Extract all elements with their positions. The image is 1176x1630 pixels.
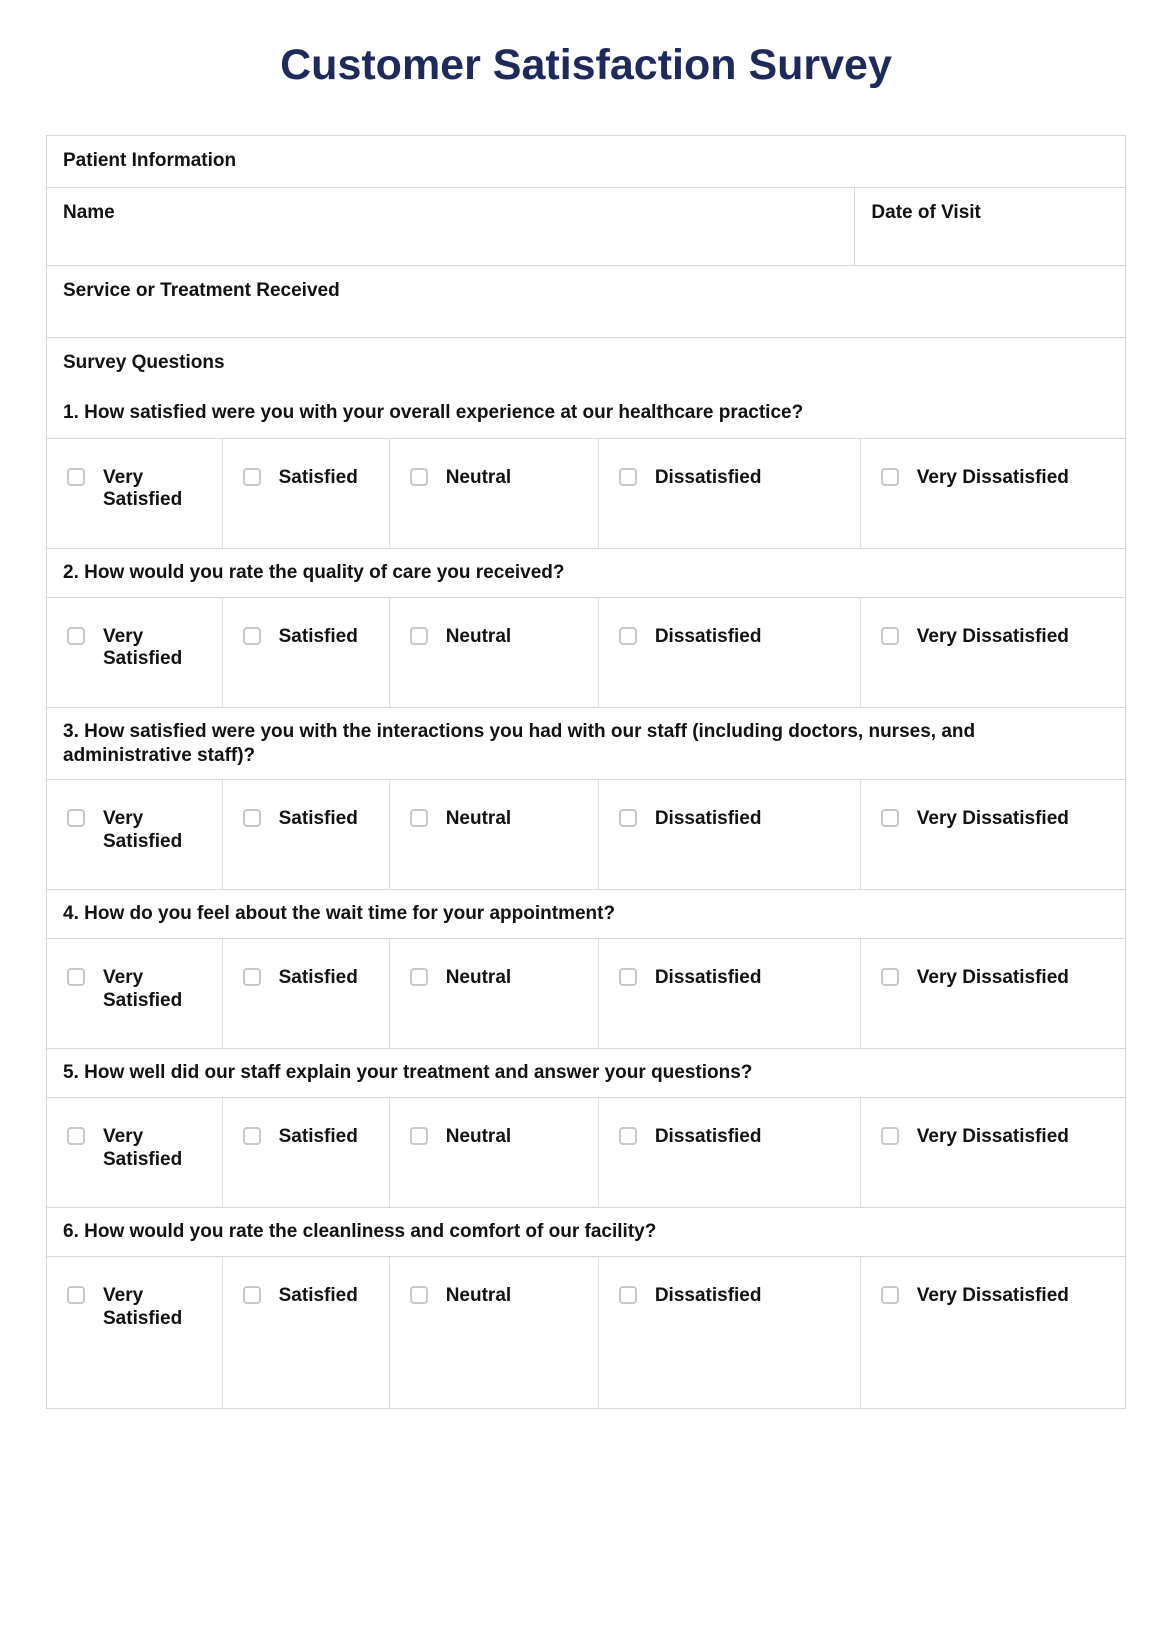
question-text-row	[47, 389, 1125, 438]
option-cell	[389, 598, 598, 707]
option-checkbox[interactable]	[243, 627, 261, 645]
option-label: Dissatisfied	[654, 1126, 762, 1148]
question-options-row	[47, 1097, 1125, 1207]
name-label: Name	[63, 201, 115, 223]
question-text: 2. How would you rate the quality of care you received?	[63, 561, 565, 583]
option-cell	[860, 780, 1125, 889]
question-options-row	[47, 597, 1125, 707]
option-cell	[598, 439, 860, 548]
option-checkbox[interactable]	[619, 1286, 637, 1304]
option-cell	[860, 1098, 1125, 1207]
option-checkbox[interactable]	[243, 1127, 261, 1145]
question-text: 6. How would you rate the cleanliness and comfort of our facility?	[63, 1221, 657, 1243]
option-label: Very Satisfied	[103, 1126, 183, 1170]
option-checkbox[interactable]	[881, 1286, 899, 1304]
option-cell	[860, 598, 1125, 707]
option-cell	[222, 598, 389, 707]
service-field-cell	[47, 266, 1125, 337]
question-options-row	[47, 438, 1125, 548]
option-cell	[47, 939, 222, 1048]
option-label: Neutral	[445, 466, 512, 488]
question-text-row	[47, 548, 1125, 597]
option-cell	[598, 598, 860, 707]
option-label: Dissatisfied	[654, 1285, 762, 1307]
option-cell	[598, 1098, 860, 1207]
option-checkbox[interactable]	[410, 627, 428, 645]
option-label: Satisfied	[278, 625, 358, 647]
survey-questions-section-label: Survey Questions	[63, 351, 225, 373]
option-label: Neutral	[445, 625, 512, 647]
option-checkbox[interactable]	[881, 468, 899, 486]
option-cell	[222, 1098, 389, 1207]
option-cell	[389, 1098, 598, 1207]
name-input-area[interactable]	[63, 226, 838, 252]
option-checkbox[interactable]	[67, 809, 85, 827]
option-checkbox[interactable]	[67, 627, 85, 645]
option-checkbox[interactable]	[881, 1127, 899, 1145]
option-cell	[860, 439, 1125, 548]
question-text: 4. How do you feel about the wait time for your appointment?	[63, 903, 616, 925]
option-label: Satisfied	[278, 466, 358, 488]
option-cell	[222, 439, 389, 548]
service-input-area[interactable]	[63, 304, 1109, 324]
option-label: Dissatisfied	[654, 967, 762, 989]
option-checkbox[interactable]	[619, 968, 637, 986]
option-cell	[47, 1098, 222, 1207]
option-checkbox[interactable]	[619, 809, 637, 827]
question-options-row	[47, 779, 1125, 889]
service-row	[47, 265, 1125, 337]
option-cell	[389, 939, 598, 1048]
option-checkbox[interactable]	[67, 1286, 85, 1304]
option-label: Very Dissatisfied	[916, 466, 1069, 488]
option-checkbox[interactable]	[619, 627, 637, 645]
survey-table	[46, 135, 1126, 1409]
option-cell	[860, 1257, 1125, 1408]
option-label: Very Dissatisfied	[916, 808, 1069, 830]
option-checkbox[interactable]	[881, 968, 899, 986]
option-checkbox[interactable]	[619, 468, 637, 486]
option-label: Very Dissatisfied	[916, 1285, 1069, 1307]
name-field-cell	[47, 188, 854, 265]
option-checkbox[interactable]	[243, 1286, 261, 1304]
option-cell	[860, 939, 1125, 1048]
option-checkbox[interactable]	[410, 1127, 428, 1145]
option-checkbox[interactable]	[243, 968, 261, 986]
option-cell	[598, 1257, 860, 1408]
option-label: Dissatisfied	[654, 625, 762, 647]
option-label: Very Satisfied	[103, 625, 183, 670]
option-cell	[222, 1257, 389, 1408]
option-label: Satisfied	[278, 967, 358, 989]
question-text: 3. How satisfied were you with the interactions you had with our staff (including doctors, nurses, and administrative staff)?	[63, 720, 976, 767]
option-cell	[389, 439, 598, 548]
option-checkbox[interactable]	[410, 809, 428, 827]
option-cell	[47, 439, 222, 548]
option-label: Neutral	[445, 967, 512, 989]
option-checkbox[interactable]	[410, 468, 428, 486]
option-checkbox[interactable]	[67, 968, 85, 986]
option-label: Satisfied	[278, 1285, 358, 1307]
question-text: 5. How well did our staff explain your treatment and answer your questions?	[63, 1062, 753, 1084]
patient-information-section-row	[47, 136, 1125, 187]
option-cell	[47, 780, 222, 889]
option-label: Neutral	[445, 1126, 512, 1148]
option-cell	[222, 780, 389, 889]
option-label: Very Dissatisfied	[916, 1126, 1069, 1148]
option-label: Dissatisfied	[654, 466, 762, 488]
option-label: Very Satisfied	[103, 967, 183, 1011]
option-cell	[598, 939, 860, 1048]
option-cell	[47, 598, 222, 707]
option-cell	[389, 780, 598, 889]
option-cell	[47, 1257, 222, 1408]
question-options-row	[47, 938, 1125, 1048]
option-label: Very Satisfied	[103, 1285, 183, 1329]
date-of-visit-field-cell	[854, 188, 1125, 265]
option-checkbox[interactable]	[243, 468, 261, 486]
question-text: 1. How satisfied were you with your overall experience at our healthcare practice?	[63, 401, 804, 423]
question-text-row	[47, 707, 1125, 779]
option-label: Satisfied	[278, 808, 358, 830]
option-label: Very Satisfied	[103, 808, 183, 852]
option-label: Very Satisfied	[103, 466, 183, 511]
date-of-visit-input-area[interactable]	[871, 226, 1109, 252]
option-label: Neutral	[445, 1285, 512, 1307]
option-checkbox[interactable]	[243, 809, 261, 827]
question-options-row	[47, 1256, 1125, 1408]
date-of-visit-label: Date of Visit	[871, 201, 981, 223]
option-checkbox[interactable]	[881, 627, 899, 645]
option-cell	[222, 939, 389, 1048]
option-label: Dissatisfied	[654, 808, 762, 830]
service-label: Service or Treatment Received	[63, 279, 340, 301]
option-checkbox[interactable]	[410, 968, 428, 986]
question-text-row	[47, 1048, 1125, 1097]
option-label: Neutral	[445, 808, 512, 830]
option-label: Satisfied	[278, 1126, 358, 1148]
question-text-row	[47, 1207, 1125, 1256]
option-label: Very Dissatisfied	[916, 967, 1069, 989]
option-cell	[389, 1257, 598, 1408]
option-checkbox[interactable]	[619, 1127, 637, 1145]
page-title: Customer Satisfaction Survey	[280, 41, 892, 89]
option-checkbox[interactable]	[881, 809, 899, 827]
option-checkbox[interactable]	[67, 468, 85, 486]
option-checkbox[interactable]	[410, 1286, 428, 1304]
option-label: Very Dissatisfied	[916, 625, 1069, 647]
name-date-row	[47, 187, 1125, 265]
survey-questions-section-row	[47, 337, 1125, 389]
questions-container	[47, 389, 1125, 1408]
patient-information-section-label: Patient Information	[63, 150, 237, 172]
question-text-row	[47, 889, 1125, 938]
option-checkbox[interactable]	[67, 1127, 85, 1145]
option-cell	[598, 780, 860, 889]
